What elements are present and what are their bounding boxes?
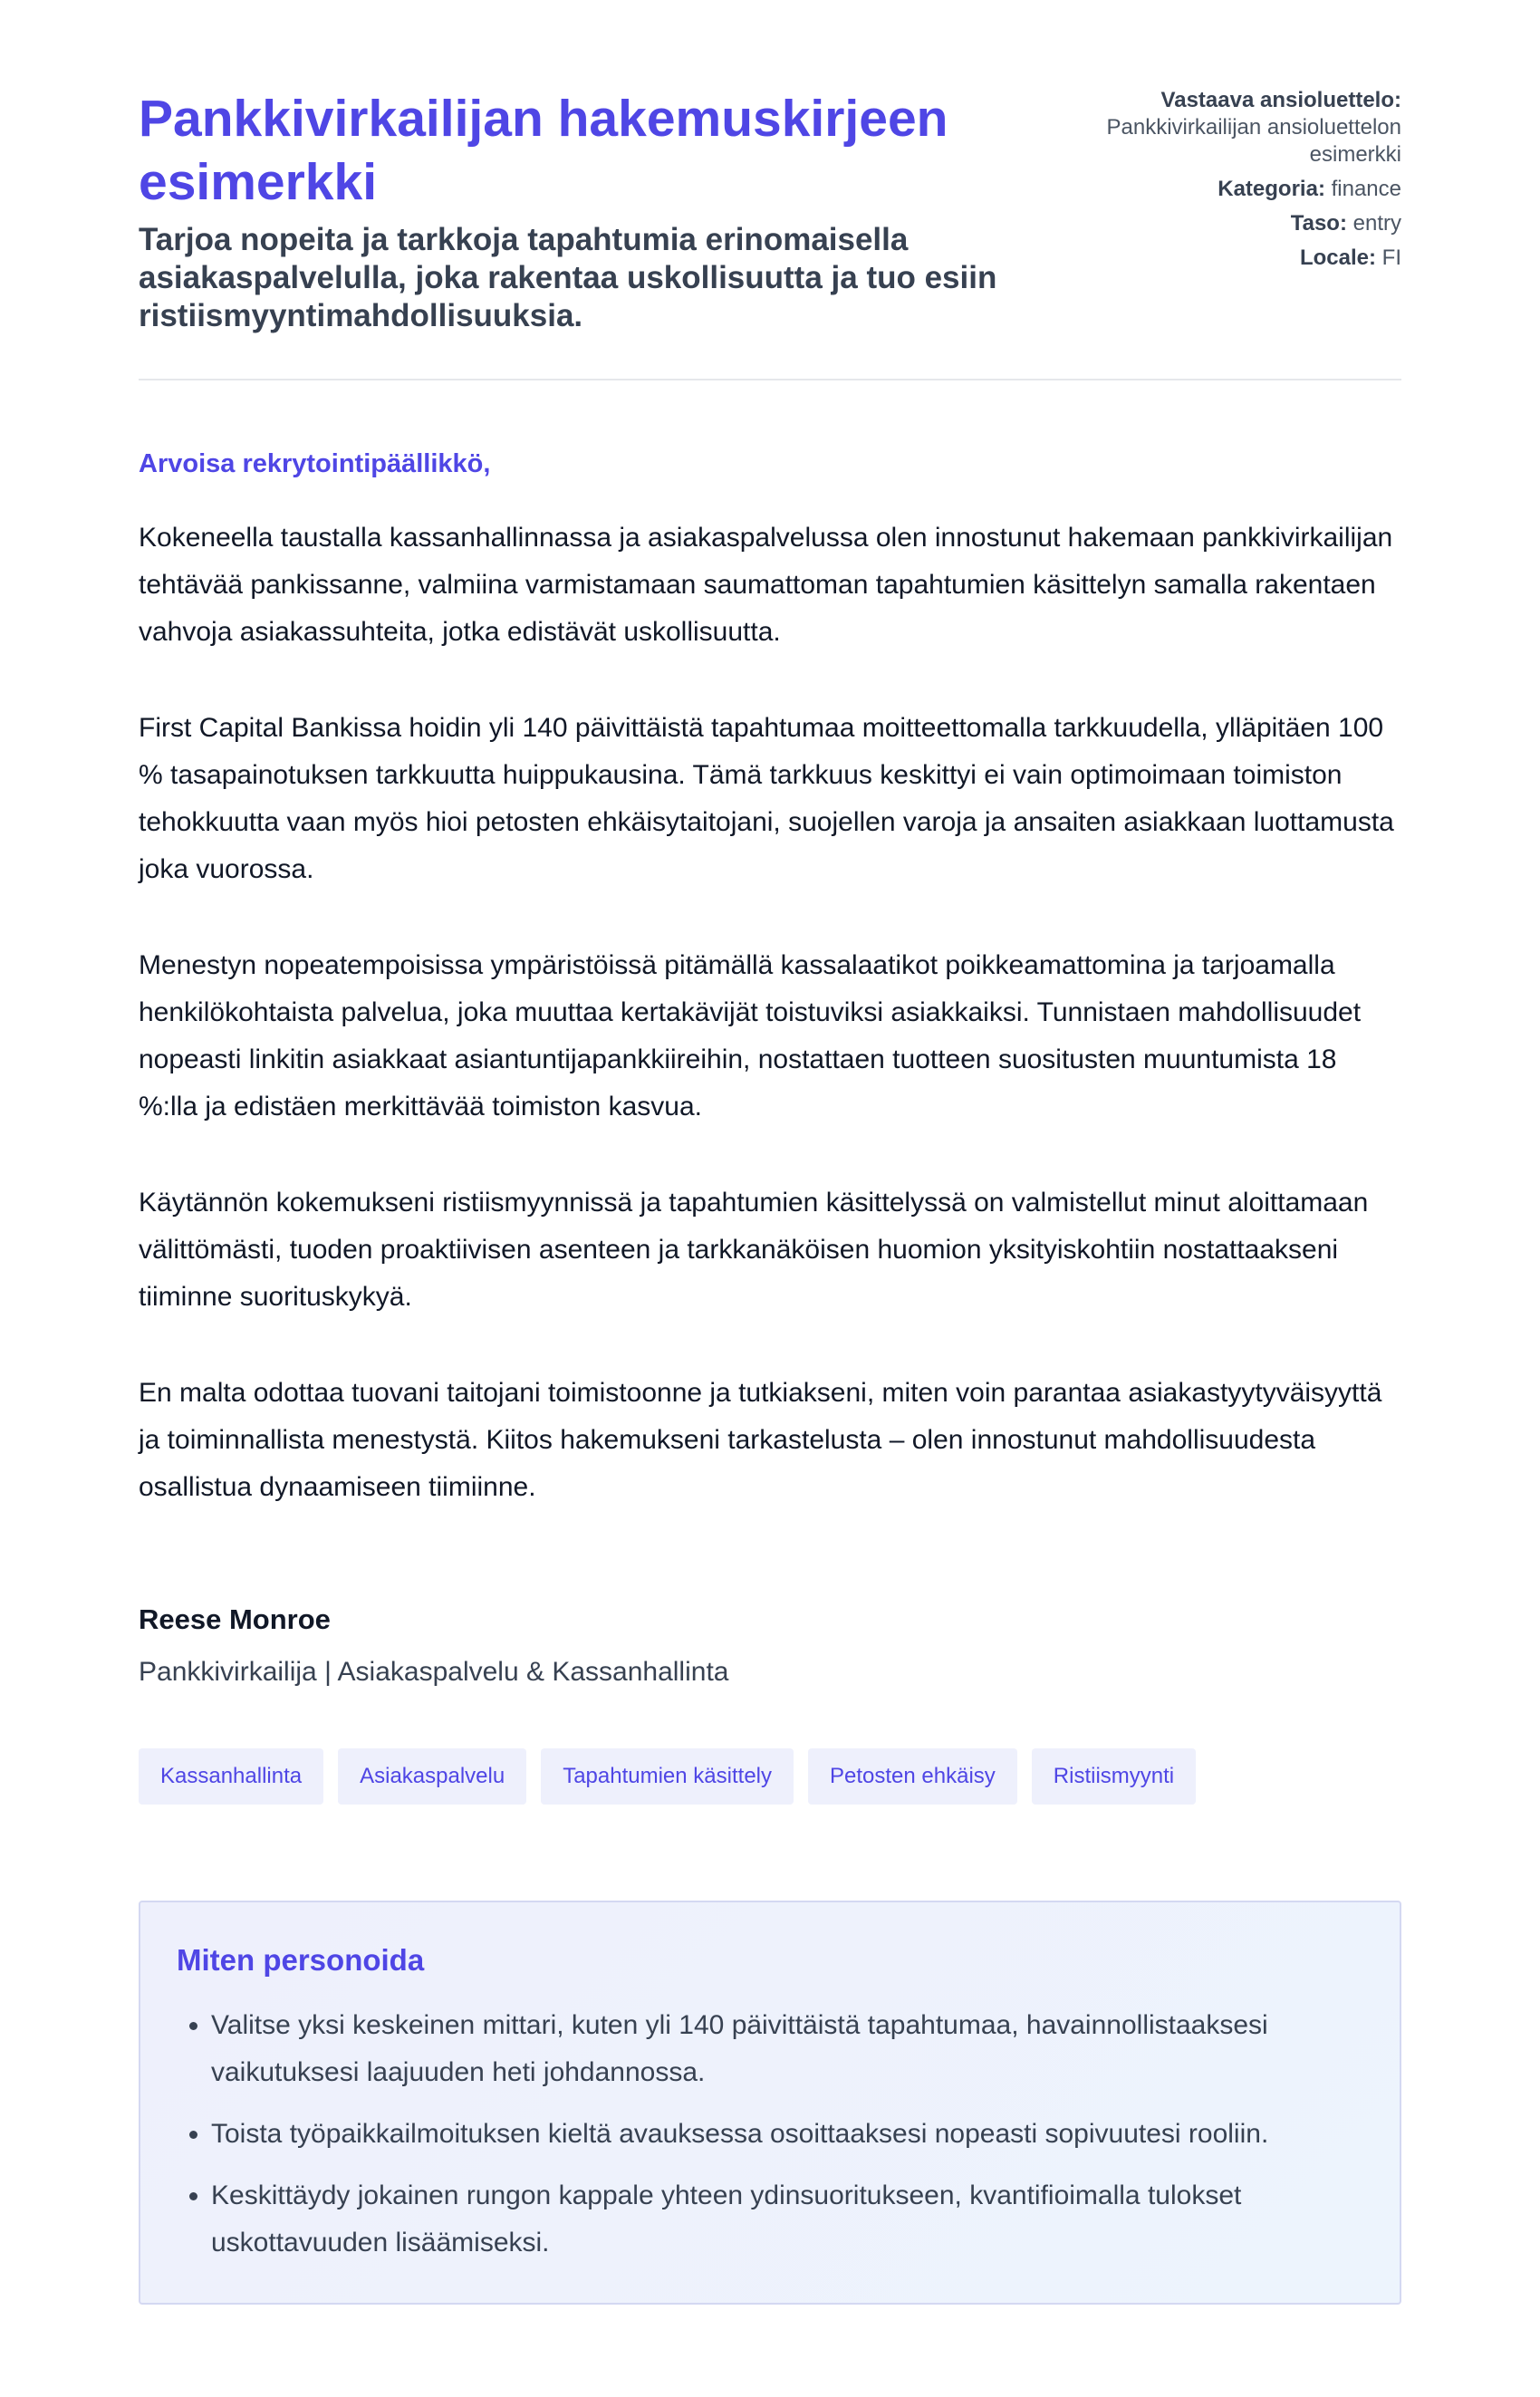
skill-tag: Kassanhallinta: [139, 1748, 323, 1805]
letter-body: [139, 380, 1401, 2305]
letter-paragraph: Käytännön kokemukseni ristiismyynnissä ja tapahtumien käsittelyssä on valmistellut minut aloittamaan välittömästi, tuoden proaktiivisen asenteen ja tarkkanäköisen huomion yksityiskohtiin nostattaakseni tiiminne suorituskykyä.: [139, 1188, 1369, 1312]
meta-category-key: Kategoria:: [1218, 177, 1325, 201]
tip-item: • Toista työpaikkailmoituksen kieltä avauksessa osoittaaksesi nopeasti sopivuutesi rooliin.: [211, 2111, 1363, 2158]
meta-category-value: finance: [1331, 177, 1401, 201]
signature-name: Reese Monroe: [139, 1603, 331, 1635]
tips-list: [177, 2002, 1363, 2267]
tips-title: Miten personoida: [177, 1943, 425, 1977]
meta-level-value: entry: [1352, 211, 1401, 236]
page-subtitle: Tarjoa nopeita ja tarkkoja tapahtumia erinomaisella asiakaspalvelulla, joka rakentaa uskollisuutta ja tuo esiin ristiismyyntimahdollisuuksia.: [139, 222, 997, 333]
tip-item: • Keskittäydy jokainen rungon kappale yhteen ydinsuoritukseen, kvantifioimalla tulokset uskottavuuden lisäämiseksi.: [211, 2172, 1363, 2267]
skill-tags: [139, 1748, 1401, 1805]
page-header: [139, 0, 1401, 380]
header-title-block: [139, 87, 1072, 335]
meta-category: [1102, 176, 1401, 203]
meta-resume-link[interactable]: Pankkivirkailijan ansioluettelon esimerkki: [1106, 115, 1401, 167]
meta-panel: [1102, 87, 1401, 279]
personalization-tips: [139, 1901, 1401, 2305]
skill-tag: Tapahtumien käsittely: [541, 1748, 794, 1805]
letter-paragraph: En malta odottaa tuovani taitojani toimistoonne ja tutkiakseni, miten voin parantaa asiakastyytyväisyyttä ja toiminnallista menestystä. Kiitos hakemukseni tarkastelusta – olen innostunut mahdollisuudesta osallistua dynaamiseen tiimiinne.: [139, 1378, 1382, 1502]
meta-locale-value: FI: [1381, 245, 1401, 270]
letter-paragraph: First Capital Bankissa hoidin yli 140 päivittäistä tapahtumaa moitteettomalla tarkkuudella, ylläpitäen 100 % tasapainotuksen tarkkuutta huippukausina. Tämä tarkkuus keskittyi ei vain optimoimaan toimiston tehokkuutta vaan myös hioi petosten ehkäisytaitojani, suojellen varoja ja ansaiten asiakkaan luottamusta joka vuorossa.: [139, 713, 1394, 884]
meta-level: [1102, 210, 1401, 237]
letter-paragraph: Kokeneella taustalla kassanhallinnassa ja asiakaspalvelussa olen innostunut hakemaan pankkivirkailijan tehtävää pankissanne, valmiina varmistamaan saumattoman tapahtumien käsittelyn samalla rakentaen vahvoja asiakassuhteita, jotka edistävät uskollisuutta.: [139, 523, 1393, 647]
meta-resume-key: Vastaava ansioluettelo:: [1160, 88, 1401, 112]
skill-tag: Petosten ehkäisy: [808, 1748, 1017, 1805]
meta-resume: [1102, 87, 1401, 168]
meta-locale-key: Locale:: [1299, 245, 1376, 270]
skill-tag: Ristiismyynti: [1032, 1748, 1196, 1805]
meta-locale: [1102, 245, 1401, 272]
meta-level-key: Taso:: [1290, 211, 1347, 236]
salutation: Arvoisa rekrytointipäällikkö,: [139, 449, 491, 478]
page-title: Pankkivirkailijan hakemuskirjeen esimerkki: [139, 90, 948, 211]
tip-item: • Valitse yksi keskeinen mittari, kuten yli 140 päivittäistä tapahtumaa, havainnollistaaksesi vaikutuksesi laajuuden heti johdannossa.: [211, 2002, 1363, 2096]
signature-role: Pankkivirkailija | Asiakaspalvelu & Kassanhallinta: [139, 1657, 729, 1687]
letter-paragraph: Menestyn nopeatempoisissa ympäristöissä pitämällä kassalaatikot poikkeamattomina ja tarjoamalla henkilökohtaista palvelua, joka muuttaa kertakävijät toistuviksi asiakkaiksi. Tunnistaen mahdollisuudet nopeasti linkitin asiakkaat asiantuntijapankkiireihin, nostattaen tuotteen suositusten muuntumista 18 %:lla ja edistäen merkittävää toimiston kasvua.: [139, 950, 1362, 1121]
signature-block: [139, 1602, 1401, 1690]
skill-tag: Asiakaspalvelu: [338, 1748, 526, 1805]
